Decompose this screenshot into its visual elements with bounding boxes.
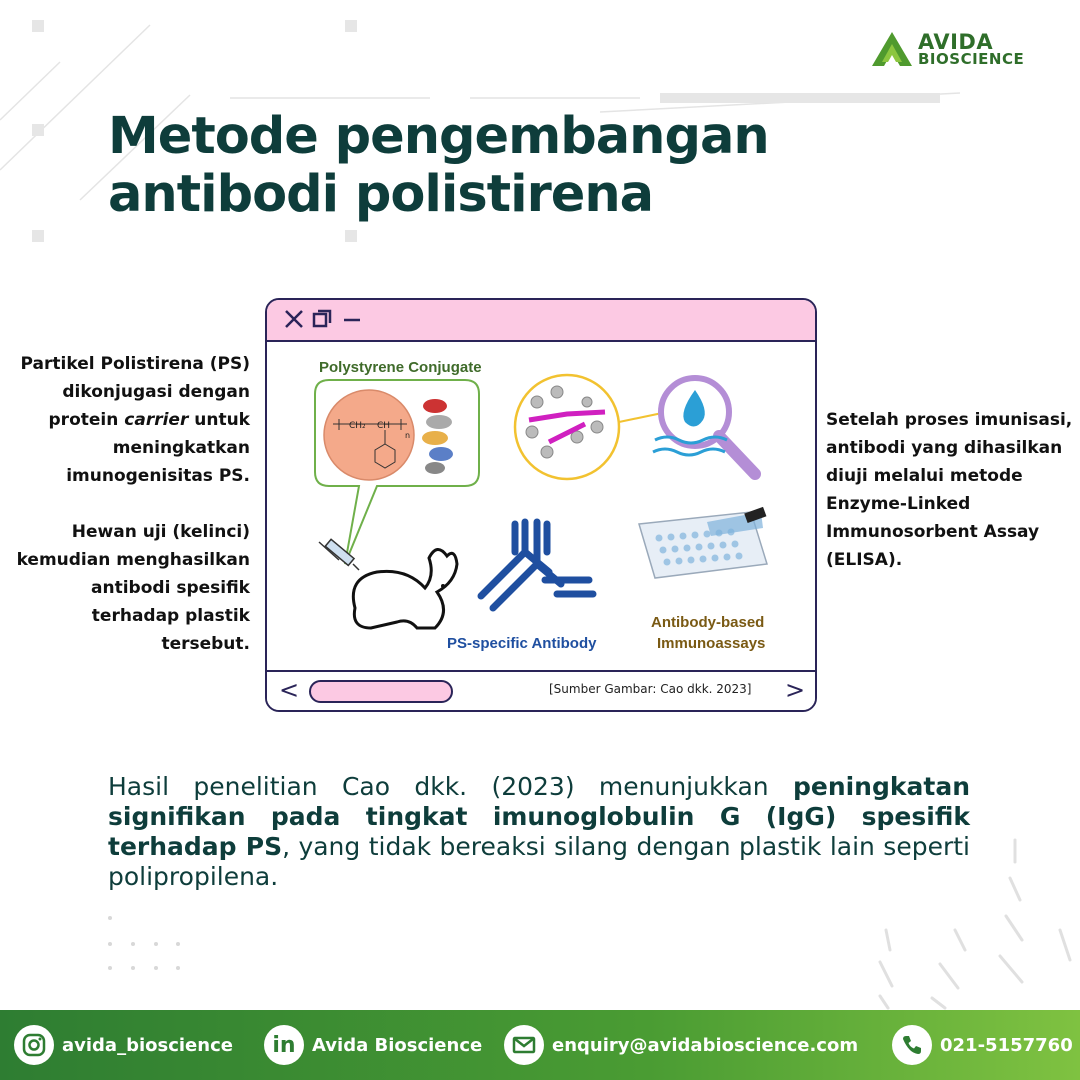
linkedin-glyph: in [272,1032,296,1058]
brand-subname: BIOSCIENCE [918,50,1025,68]
polystyrene-molecule-icon [515,375,667,479]
prev-arrow-icon[interactable]: < [279,676,300,704]
email-address: enquiry@avidabioscience.com [552,1034,859,1056]
window-footer [267,670,815,712]
restore-icon[interactable] [311,308,333,330]
result-paragraph: Hasil penelitian Cao dkk. (2023) menunjukkan peningkatan signifikan pada tingkat imunoglobulin G (IgG) spesifik terhadap PS, yang tidak bereaksi silang dengan plastik lain seperti polipropilena. [108,772,970,891]
phone-number: 021-5157760 [940,1034,1073,1056]
antibody-icon [481,522,593,608]
instagram-handle: avida_bioscience [62,1034,233,1056]
formula-ch2: CH₂ [349,421,366,431]
formula-n: n [405,431,411,440]
title-line-2: antibodi polistirena [108,165,654,224]
phone-contact[interactable] [892,1010,1073,1080]
carrier-emphasis: carrier [124,410,189,430]
contact-footer [0,1010,1080,1080]
title-line-1: Metode pengembangan [108,107,769,166]
linkedin-name: Avida Bioscience [312,1034,483,1056]
phone-icon [892,1025,932,1065]
magnifier-water-icon [653,378,755,474]
brand-logo [870,30,1060,70]
linkedin-contact[interactable] [264,1010,482,1080]
next-arrow-icon[interactable]: > [785,676,806,704]
antibody-label: PS-specific Antibody [447,635,597,652]
instagram-icon [14,1025,54,1065]
ps-particle [324,390,414,480]
right-description [826,406,1076,574]
brand-name: AVIDA [918,30,994,54]
rabbit-icon [353,549,457,628]
left-paragraph-2: Hewan uji (kelinci) kemudian menghasilkan antibodi spesifik terhadap plastik tersebut. [16,522,250,654]
email-contact[interactable] [504,1010,858,1080]
window-titlebar [267,300,815,342]
brand-mark-icon [870,30,914,68]
left-description [10,350,250,658]
left-paragraph-1: Partikel Polistirena (PS) dikonjugasi dengan protein carrier untuk meningkatkan imunogenisitas PS. [20,354,250,486]
conjugate-label: Polystyrene Conjugate [319,359,482,376]
image-window [265,298,817,712]
scroll-pill[interactable] [309,680,453,703]
minimize-icon[interactable] [341,308,363,330]
elisa-plate-icon [639,507,767,578]
figure-illustration [267,342,815,668]
assay-label-2: Immunoassays [657,635,766,652]
image-source: [Sumber Gambar: Cao dkk. 2023] [549,682,752,696]
formula-ch: CH [377,421,391,431]
assay-label-1: Antibody-based [651,614,765,631]
close-icon[interactable] [283,308,305,330]
right-paragraph: Setelah proses imunisasi, antibodi yang dihasilkan diuji melalui metode Enzyme-Linked Immunosorbent Assay (ELISA). [826,410,1073,570]
linkedin-icon [264,1025,304,1065]
email-icon [504,1025,544,1065]
result-highlight: peningkatan signifikan pada tingkat imunoglobulin G (IgG) spesifik terhadap PS [108,772,970,861]
instagram-contact[interactable] [14,1010,233,1080]
page-title [108,108,769,224]
